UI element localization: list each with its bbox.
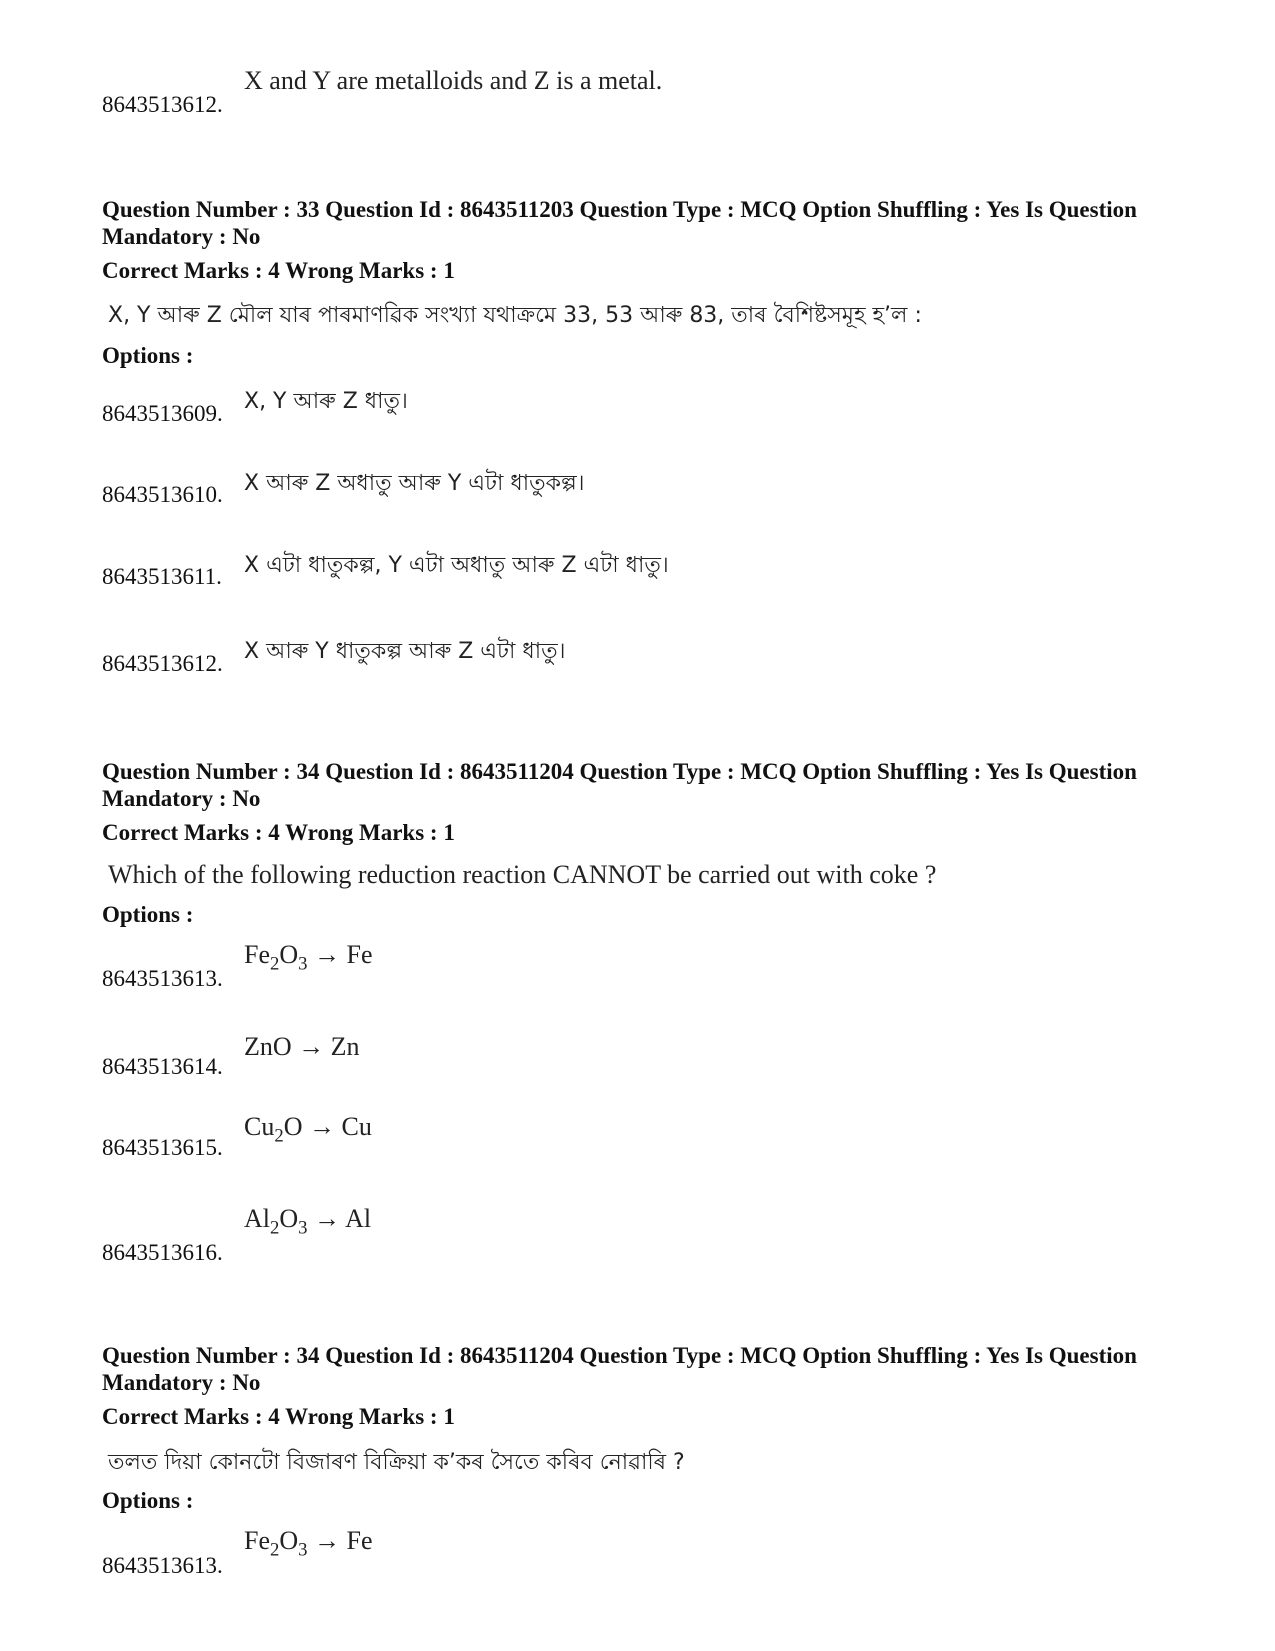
option-id: 8643513611. xyxy=(102,564,222,589)
formula-fe2o3: $Fe_2O_3 \to Fe$ xyxy=(244,940,373,975)
options-label: Options : xyxy=(102,343,194,368)
options-label: Options : xyxy=(102,902,194,927)
formula-fe2o3: $Fe_2O_3 \to Fe$ xyxy=(244,1526,373,1561)
option-id: 8643513615. xyxy=(102,1135,223,1160)
marks-line: Correct Marks : 4 Wrong Marks : 1 xyxy=(102,820,455,845)
options-label: Options : xyxy=(102,1488,194,1513)
formula-al2o3: $Al_2O_3 \to Al$ xyxy=(244,1204,372,1239)
formula-zno: ZnO → Zn xyxy=(244,1032,360,1061)
option-text: X and Y are metalloids and Z is a metal. xyxy=(244,66,663,95)
option-text: X আৰু Z অধাতু আৰু Y এটা ধাতুকল্প। xyxy=(244,471,585,496)
question-header: Question Number : 34 Question Id : 8643511204 Question Type : MCQ Option Shuffling : Yes Is Question Mandatory : No xyxy=(102,1343,1137,1395)
option-id: 8643513613. xyxy=(102,1553,223,1578)
option-text: X আৰু Y ধাতুকল্প আৰু Z এটা ধাতু। xyxy=(244,639,566,664)
formula-cu2o: $Cu_2O \to Cu$ xyxy=(244,1112,372,1147)
marks-line: Correct Marks : 4 Wrong Marks : 1 xyxy=(102,258,455,283)
option-id: 8643513613. xyxy=(102,966,223,991)
question-text: Which of the following reduction reaction CANNOT be carried out with coke ? xyxy=(108,860,937,889)
question-header: Question Number : 33 Question Id : 8643511203 Question Type : MCQ Option Shuffling : Yes Is Question Mandatory : No xyxy=(102,197,1137,249)
option-id: 8643513616. xyxy=(102,1240,223,1265)
option-id: 8643513610. xyxy=(102,482,223,507)
question-header: Question Number : 34 Question Id : 8643511204 Question Type : MCQ Option Shuffling : Yes Is Question Mandatory : No xyxy=(102,759,1137,811)
option-id: 8643513612. xyxy=(102,651,223,676)
question-text: X, Y আৰু Z মৌল যাৰ পাৰমাণৱিক সংখ্যা যথাক্ৰমে 33, 53 আৰু 83, তাৰ বৈশিষ্টসমূহ হ’ল : xyxy=(108,303,922,328)
question-text: তলত দিয়া কোনটো বিজাৰণ বিক্ৰিয়া ক’কৰ সৈতে কৰিব নোৱাৰি ? xyxy=(108,1450,685,1475)
option-id: 8643513612. xyxy=(102,92,223,117)
marks-line: Correct Marks : 4 Wrong Marks : 1 xyxy=(102,1404,455,1429)
option-text: X এটা ধাতুকল্প, Y এটা অধাতু আৰু Z এটা ধাতু। xyxy=(244,553,669,578)
option-id: 8643513609. xyxy=(102,401,223,426)
option-text: X, Y আৰু Z ধাতু। xyxy=(244,389,408,414)
option-id: 8643513614. xyxy=(102,1054,223,1079)
